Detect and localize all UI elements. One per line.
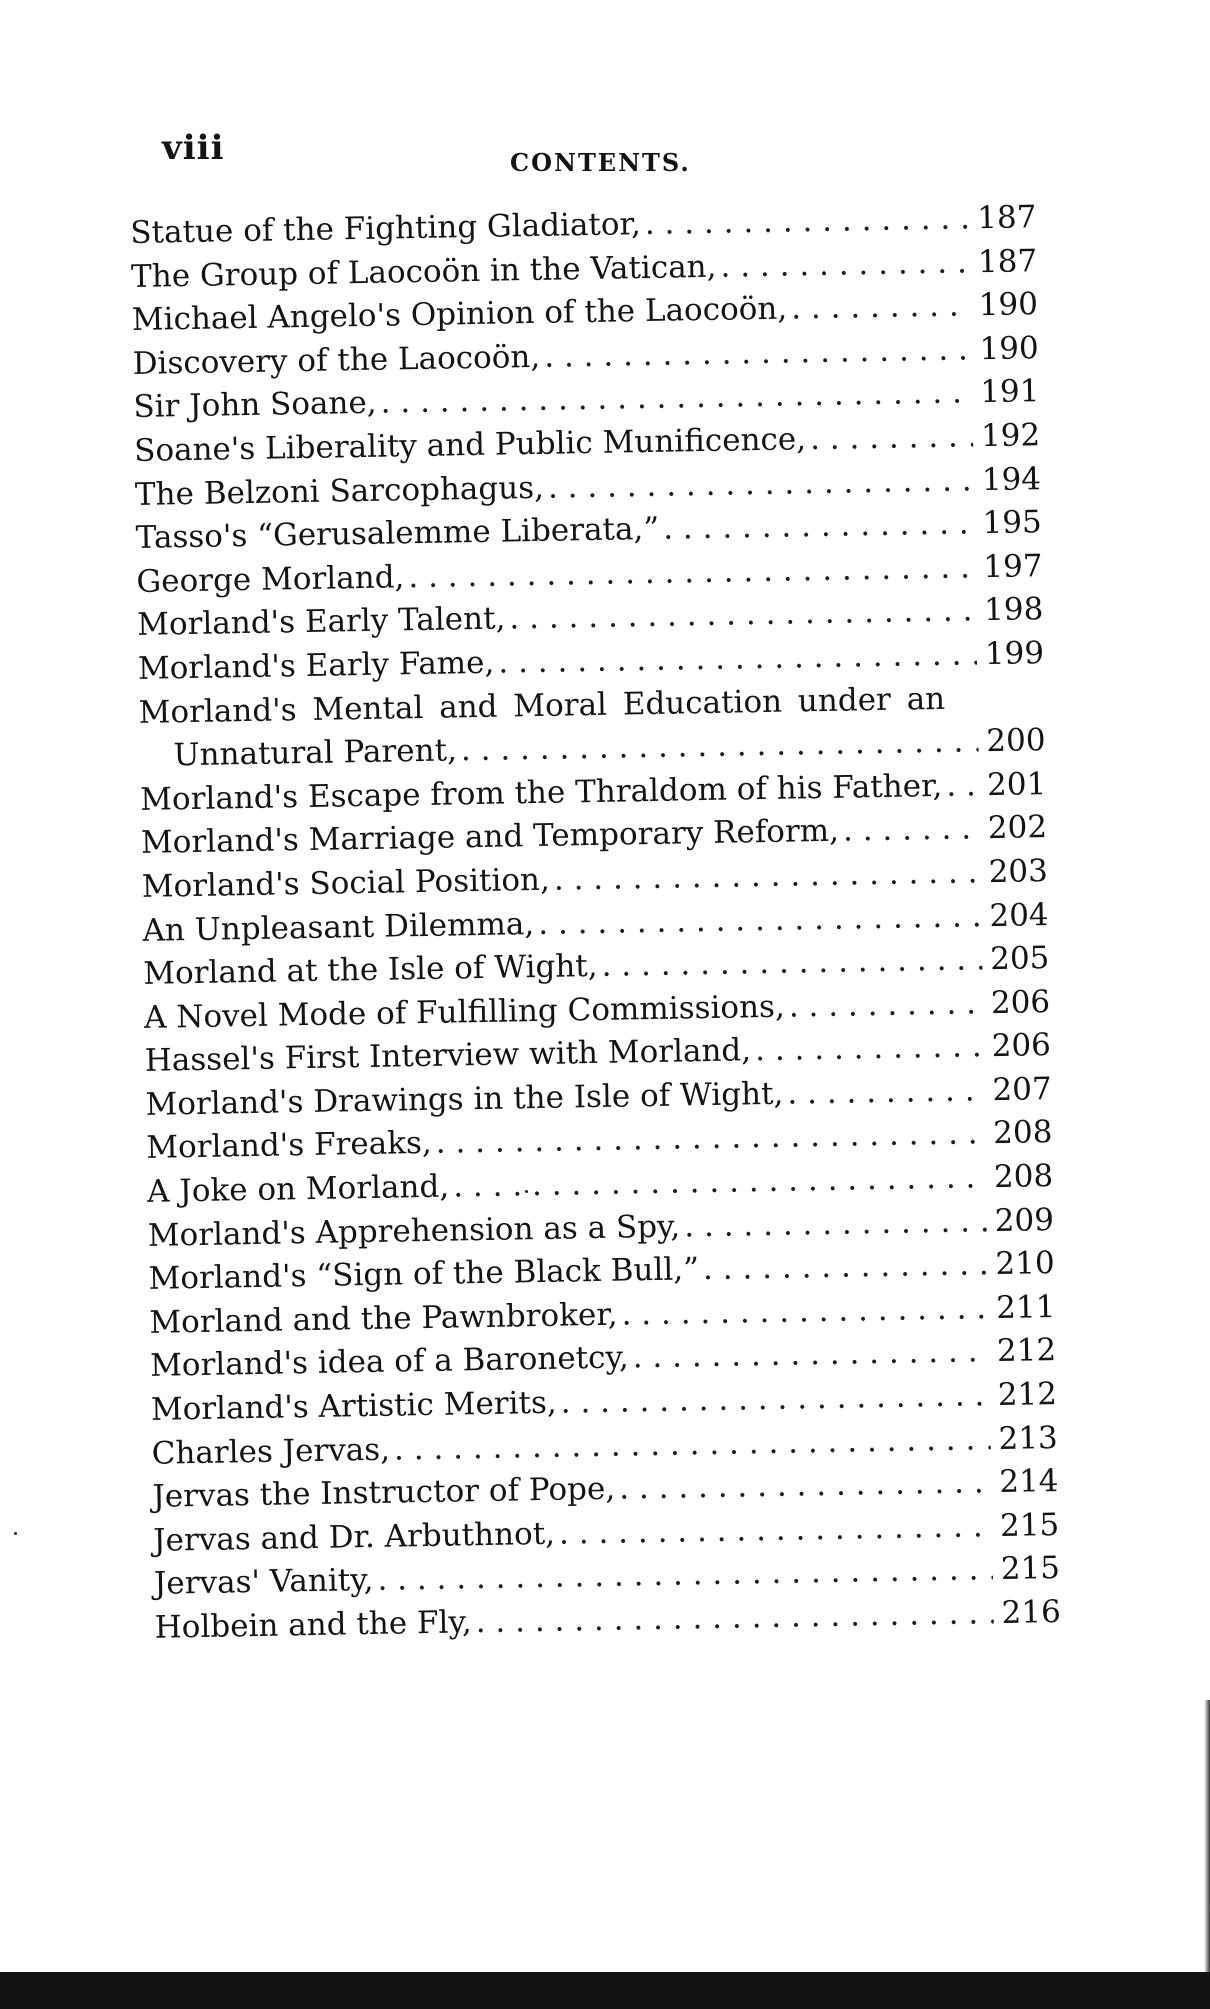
- toc-entry-page: 200: [986, 722, 1046, 760]
- dot-leader: [621, 1287, 988, 1337]
- scan-speck: [525, 1190, 528, 1193]
- toc-entry-title: Soane's Liberality and Public Munificence,: [133, 421, 807, 469]
- scan-page-edge: [1204, 1700, 1210, 1972]
- toc-entry-page: 208: [992, 1114, 1053, 1152]
- toc-entry-title: Morland's Early Talent,: [136, 600, 506, 644]
- toc-entry-title: The Belzoni Sarcophagus,: [134, 469, 545, 513]
- toc-entry-title: Morland's Social Position,: [141, 861, 551, 905]
- dot-leader: [548, 459, 975, 510]
- dot-leader: [475, 1592, 994, 1645]
- dot-leader: [703, 1243, 988, 1292]
- toc-entry-page: 212: [996, 1332, 1057, 1370]
- toc-entry-page: 209: [994, 1201, 1055, 1239]
- toc-entry-page: 197: [983, 547, 1043, 585]
- toc-entry-title: Tasso's “Gerusalemme Liberata,”: [135, 510, 660, 557]
- toc-entry-title: Morland's Escape from the Thraldom of his Father,: [139, 767, 943, 818]
- dot-leader: [843, 808, 981, 854]
- toc-entry-page: 203: [988, 852, 1049, 891]
- toc-entry-title: Holbein and the Fly,: [154, 1604, 472, 1646]
- dot-leader: [601, 938, 982, 988]
- dot-leader: [787, 1069, 985, 1116]
- toc-entry-title: Morland's Mental and Moral Education under an: [138, 680, 946, 731]
- toc-entry-title: A Novel Mode of Fulfilling Commissions,: [143, 988, 786, 1036]
- dot-leader: [946, 764, 980, 808]
- toc-entry-title: Jervas and Dr. Arbuthnot,: [152, 1515, 556, 1559]
- toc-entry-page: 215: [1000, 1550, 1061, 1588]
- toc-entry-page: 216: [1001, 1593, 1062, 1631]
- toc-entry-title: Statue of the Fighting Gladiator,: [130, 206, 642, 251]
- toc-entry-title: Morland's Marriage and Temporary Reform,: [140, 813, 840, 862]
- toc-entry-page: 198: [983, 591, 1044, 629]
- toc-entry-title: Sir John Soane,: [133, 385, 377, 426]
- toc-entry-title: Unnatural Parent,: [173, 732, 458, 774]
- toc-entry-title: Michael Angelo's Opinion of the Laocoön,: [131, 290, 788, 339]
- toc-entry-page: 206: [991, 1027, 1052, 1065]
- toc-entry-title: Morland's Artistic Merits,: [150, 1384, 558, 1428]
- toc-entry-title: Discovery of the Laocoön,: [132, 338, 541, 382]
- toc-entry-page: 199: [984, 635, 1045, 673]
- toc-entry-page: 195: [982, 504, 1043, 542]
- toc-entry-page: 204: [989, 896, 1049, 934]
- toc-entry-page: 213: [998, 1419, 1059, 1457]
- toc-entry-page: 210: [995, 1245, 1055, 1283]
- scan-speck: [14, 1532, 17, 1535]
- toc-entry-page: 190: [979, 329, 1039, 367]
- toc-entry-title: Morland at the Isle of Wight,: [142, 948, 598, 992]
- dot-leader: [560, 1374, 990, 1425]
- dot-leader: [559, 1505, 993, 1556]
- toc-entry-title: Jervas' Vanity,: [153, 1562, 374, 1603]
- toc-entry-page: 207: [992, 1070, 1052, 1108]
- dot-leader: [538, 895, 982, 946]
- toc-entry-page: 191: [979, 373, 1040, 411]
- toc-entry-page: 214: [998, 1463, 1059, 1501]
- table-of-contents: [130, 196, 1060, 1650]
- toc-entry-title: Morland's Early Fame,: [137, 644, 495, 687]
- toc-entry-page: 205: [989, 940, 1050, 978]
- dot-leader: [755, 1026, 984, 1074]
- toc-entry-page: 192: [980, 417, 1041, 455]
- toc-entry-title: Morland's Drawings in the Isle of Wight,: [145, 1075, 784, 1123]
- toc-entry-title: Jervas the Instructor of Pope,: [152, 1470, 616, 1516]
- toc-entry-page: 187: [977, 242, 1038, 280]
- toc-entry-page: 201: [986, 765, 1047, 803]
- toc-entry-page: 212: [997, 1376, 1058, 1414]
- toc-entry-title: Morland and the Pawnbroker,: [149, 1296, 618, 1341]
- toc-entry-page: 194: [981, 460, 1042, 498]
- toc-entry-title: Hassel's First Interview with Morland,: [144, 1032, 752, 1080]
- dot-leader: [632, 1331, 989, 1381]
- scan-bottom-border: [0, 1972, 1210, 2009]
- toc-entry-page: 206: [990, 983, 1051, 1021]
- dot-leader: [684, 1200, 987, 1249]
- dot-leader: [644, 197, 969, 246]
- toc-entry-page: 208: [993, 1158, 1054, 1196]
- dot-leader: [663, 502, 975, 551]
- dot-leader: [720, 241, 970, 289]
- dot-leader: [810, 415, 974, 461]
- toc-entry-title: Morland's idea of a Baronetcy,: [149, 1339, 629, 1385]
- toc-entry-page: 187: [976, 199, 1037, 237]
- page-number: viii: [162, 128, 225, 168]
- toc-entry-title: Morland's Apprehension as a Spy,: [147, 1208, 681, 1254]
- dot-leader: [544, 328, 972, 379]
- toc-entry-page: 211: [995, 1288, 1056, 1326]
- toc-entry-title: An Unpleasant Dilemma,: [142, 905, 535, 949]
- toc-entry-page: 190: [978, 286, 1039, 324]
- toc-entry-title: Morland's Freaks,: [146, 1125, 433, 1167]
- toc-entry-title: Morland's “Sign of the Black Bull,”: [148, 1251, 700, 1298]
- dot-leader: [619, 1461, 992, 1511]
- running-title: CONTENTS.: [510, 148, 691, 177]
- toc-entry-title: Charles Jervas,: [151, 1431, 391, 1472]
- toc-entry-title: A Joke on Morland,: [146, 1168, 450, 1210]
- toc-entry-title: The Group of Laocoön in the Vatican,: [130, 248, 717, 295]
- dot-leader: [791, 285, 971, 332]
- dot-leader: [788, 982, 983, 1029]
- toc-entry-title: George Morland,: [136, 559, 405, 600]
- toc-entry-page: 215: [999, 1506, 1060, 1544]
- dot-leader: [553, 851, 981, 902]
- toc-entry-page: 202: [987, 809, 1048, 847]
